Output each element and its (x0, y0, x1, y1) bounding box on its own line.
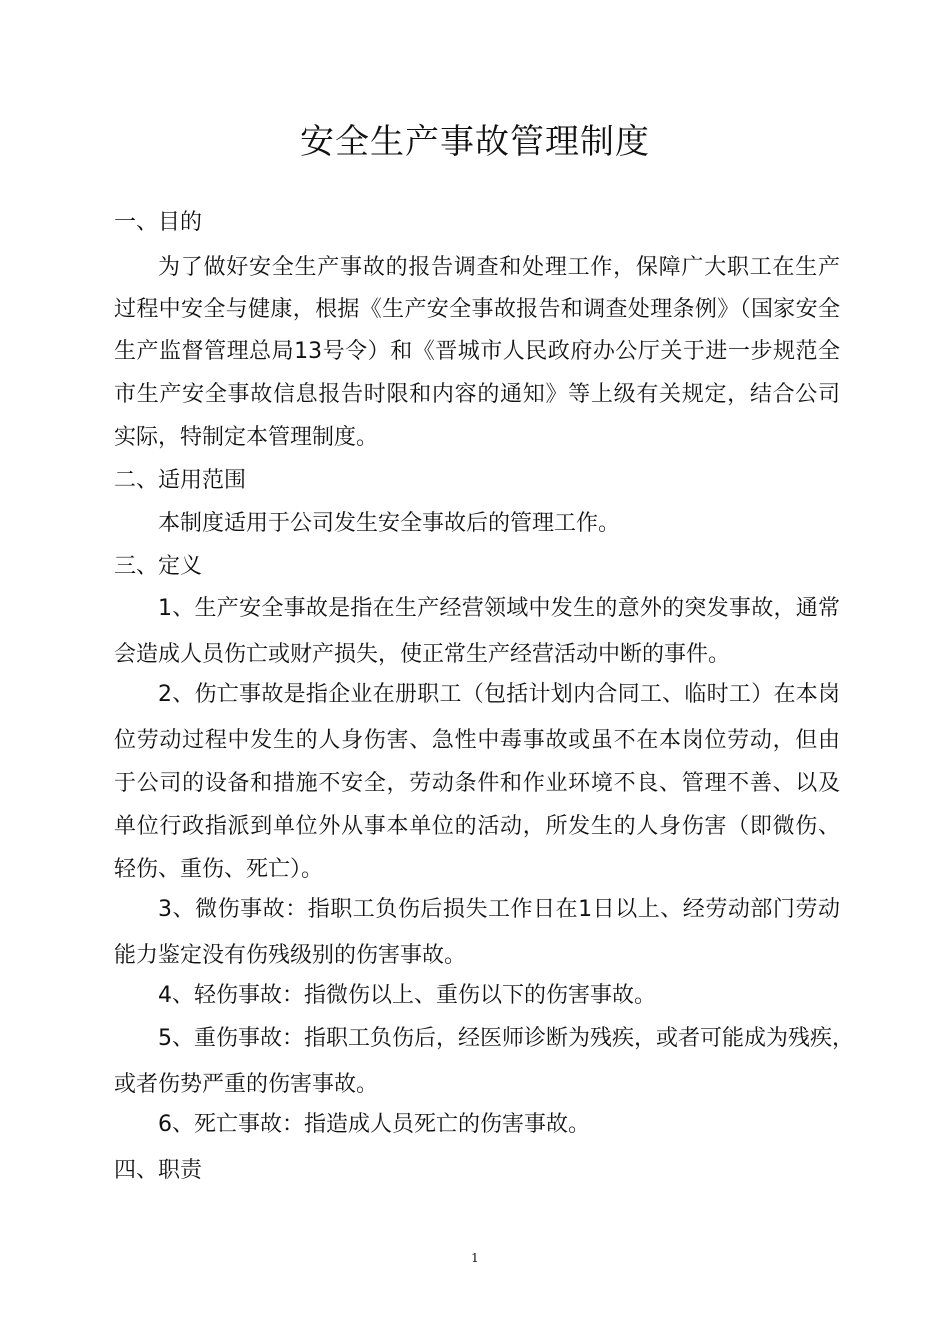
definition-line: 轻伤、重伤、死亡）。 (114, 857, 324, 882)
section-heading-scope: 二、适用范围 (114, 468, 247, 493)
paragraph-line: 生产监督管理总局13号令）和《晋城市人民政府办公厅关于进一步规范全 (114, 339, 840, 364)
definition-line: 1、生产安全事故是指在生产经营领域中发生的意外的突发事故，通常 (158, 596, 840, 621)
paragraph-line: 实际，特制定本管理制度。 (114, 425, 379, 450)
definition-line: 3、微伤事故：指职工负伤后损失工作日在1日以上、经劳动部门劳动 (158, 897, 840, 922)
definition-line: 4、轻伤事故：指微伤以上、重伤以下的伤害事故。 (158, 983, 656, 1008)
definition-line: 会造成人员伤亡或财产损失，使正常生产经营活动中断的事件。 (114, 642, 731, 667)
page-number: 1 (471, 1251, 479, 1265)
definition-line: 单位行政指派到单位外从事本单位的活动，所发生的人身伤害（即微伤、 (114, 814, 840, 839)
paragraph-line: 本制度适用于公司发生安全事故后的管理工作。 (158, 511, 621, 536)
definition-line: 位劳动过程中发生的人身伤害、急性中毒事故或虽不在本岗位劳动，但由 (114, 728, 840, 753)
definition-line: 能力鉴定没有伤残级别的伤害事故。 (114, 943, 467, 968)
document-title: 安全生产事故管理制度 (300, 122, 650, 162)
section-heading-definitions: 三、定义 (114, 554, 203, 579)
definition-line: 或者伤势严重的伤害事故。 (114, 1072, 379, 1097)
definition-line: 2、伤亡事故是指企业在册职工（包括计划内合同工、临时工）在本岗 (158, 682, 840, 707)
section-heading-responsibilities: 四、职责 (114, 1158, 203, 1183)
paragraph-line: 过程中安全与健康，根据《生产安全事故报告和调查处理条例》（国家安全 (114, 297, 840, 322)
paragraph-line: 为了做好安全生产事故的报告调查和处理工作，保障广大职工在生产 (158, 255, 840, 280)
definition-line: 6、死亡事故：指造成人员死亡的伤害事故。 (158, 1112, 590, 1137)
definition-line: 5、重伤事故：指职工负伤后，经医师诊断为残疾，或者可能成为残疾， (158, 1026, 854, 1051)
paragraph-line: 市生产安全事故信息报告时限和内容的通知》等上级有关规定，结合公司 (114, 382, 840, 407)
section-heading-purpose: 一、目的 (114, 210, 203, 235)
definition-line: 于公司的设备和措施不安全，劳动条件和作业环境不良、管理不善、以及 (114, 771, 840, 796)
